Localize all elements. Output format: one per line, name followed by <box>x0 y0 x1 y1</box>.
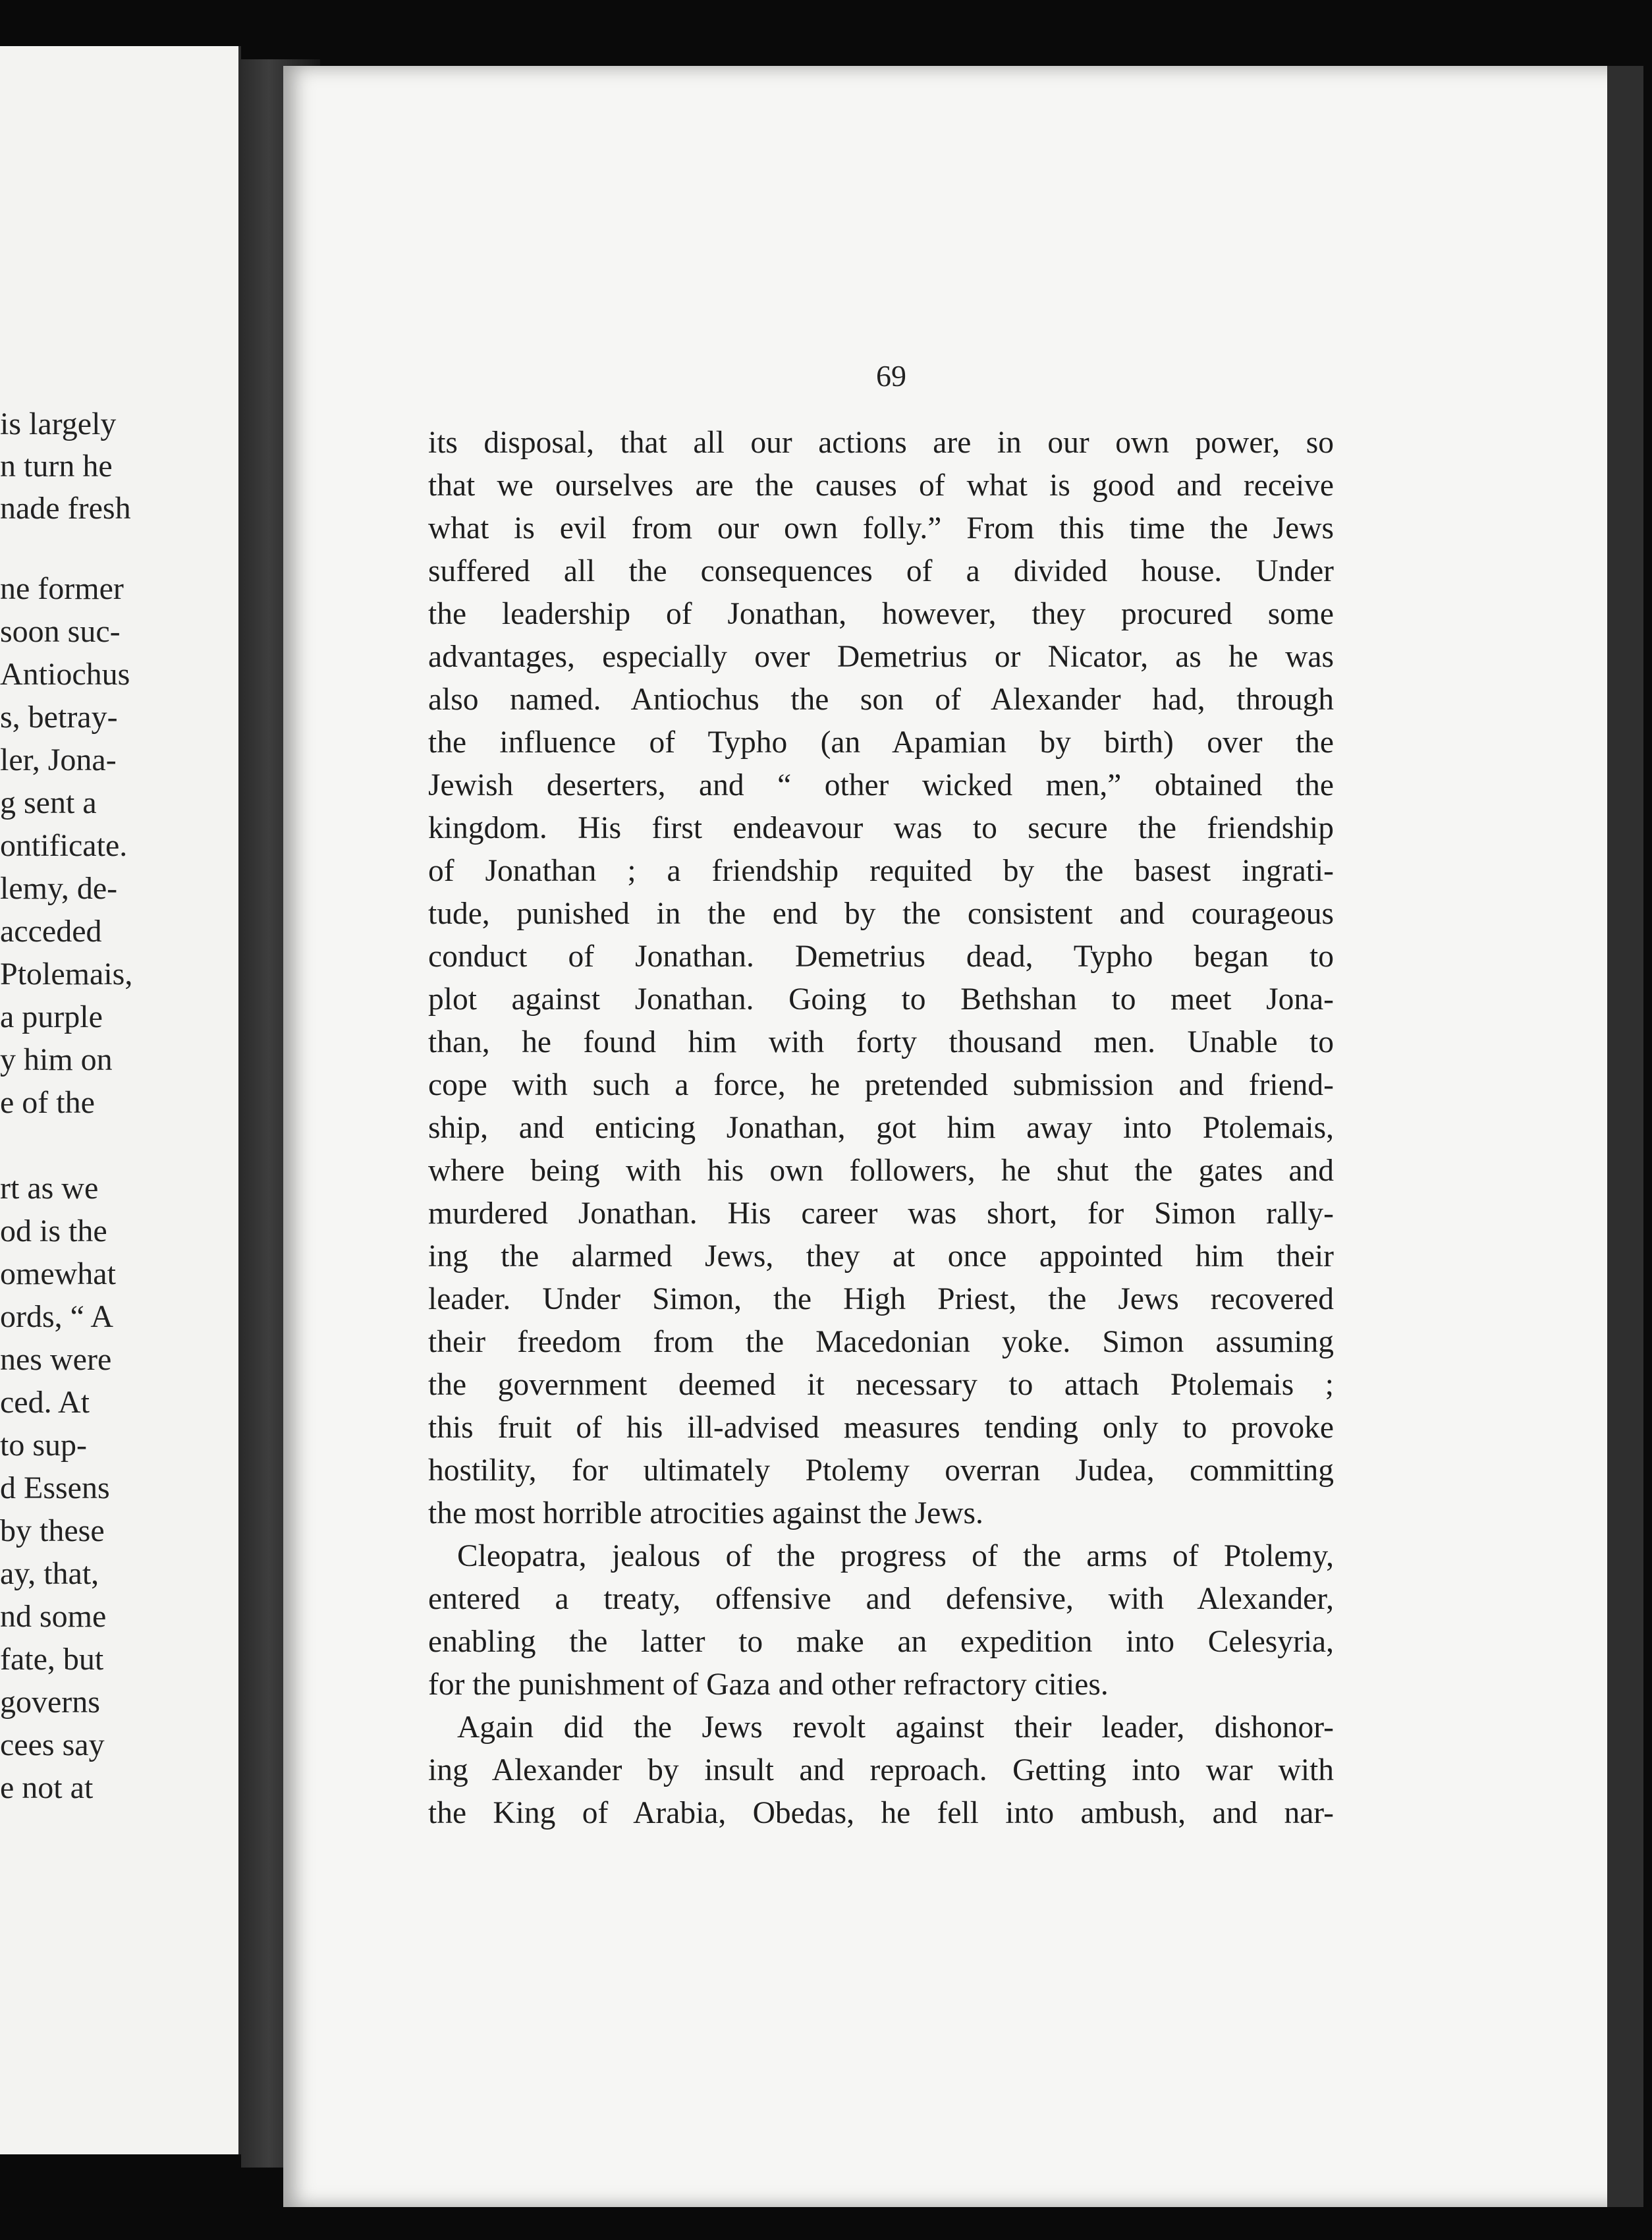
left-page-line: to sup- <box>0 1428 87 1463</box>
text-line: enabling the latter to make an expedition into Celesyria, <box>428 1625 1334 1659</box>
left-page-line: s, betray- <box>0 700 118 735</box>
text-line: that we ourselves are the causes of what is good and receive <box>428 468 1334 503</box>
left-page-line: n turn he <box>0 449 113 484</box>
text-line: tude, punished in the end by the consistent and courageous <box>428 897 1334 931</box>
left-page-line: nes were <box>0 1342 112 1377</box>
text-line: Again did the Jews revolt against their leader, dishonor- <box>457 1710 1334 1745</box>
text-line: plot against Jonathan. Going to Bethshan to meet Jona- <box>428 982 1334 1017</box>
left-page-line: d Essens <box>0 1470 110 1505</box>
left-page <box>0 46 241 2154</box>
text-line: where being with his own followers, he shut the gates and <box>428 1154 1334 1188</box>
left-page-line: ced. At <box>0 1385 90 1420</box>
left-page-line: by these <box>0 1513 105 1548</box>
text-line: the influence of Typho (an Apamian by birth) over the <box>428 725 1334 760</box>
left-page-line: governs <box>0 1685 100 1720</box>
left-page-line: acceded <box>0 914 102 949</box>
left-page-line: y him on <box>0 1042 113 1077</box>
left-page-line: cees say <box>0 1727 105 1762</box>
text-line: ship, and enticing Jonathan, got him away into Ptolemais, <box>428 1111 1334 1145</box>
left-page-line: fate, but <box>0 1642 104 1677</box>
text-line: suffered all the consequences of a divided house. Under <box>428 554 1334 588</box>
text-line: Cleopatra, jealous of the progress of the arms of Ptolemy, <box>457 1539 1334 1573</box>
text-line: their freedom from the Macedonian yoke. Simon assuming <box>428 1325 1334 1359</box>
text-line: the King of Arabia, Obedas, he fell into ambush, and nar- <box>428 1796 1334 1830</box>
text-line: leader. Under Simon, the High Priest, the Jews recovered <box>428 1282 1334 1316</box>
text-line: conduct of Jonathan. Demetrius dead, Typho began to <box>428 939 1334 974</box>
left-page-line: ords, “ A <box>0 1299 113 1334</box>
left-page-line: soon suc- <box>0 614 121 649</box>
left-page-line: lemy, de- <box>0 871 118 906</box>
text-line: also named. Antiochus the son of Alexander had, through <box>428 683 1334 717</box>
left-page-line: rt as we <box>0 1171 99 1206</box>
left-page-line: Ptolemais, <box>0 957 133 992</box>
text-line: this fruit of his ill-advised measures tending only to provoke <box>428 1411 1334 1445</box>
left-page-line: ay, that, <box>0 1556 99 1591</box>
text-line: the most horrible atrocities against the Jews. <box>428 1496 983 1530</box>
left-page-line: ne former <box>0 571 124 606</box>
left-page-line: nd some <box>0 1599 107 1634</box>
text-line: cope with such a force, he pretended submission and friend- <box>428 1068 1334 1102</box>
left-page-line: Antiochus <box>0 657 130 692</box>
text-line: than, he found him with forty thousand men. Unable to <box>428 1025 1334 1059</box>
text-line: entered a treaty, offensive and defensive, with Alexander, <box>428 1582 1334 1616</box>
left-page-line: od is the <box>0 1214 107 1248</box>
left-page-line: g sent a <box>0 785 97 820</box>
body-text <box>428 422 1334 1835</box>
left-page-line: e of the <box>0 1085 95 1120</box>
left-page-line: ontificate. <box>0 828 128 863</box>
text-line: its disposal, that all our actions are in our own power, so <box>428 426 1334 460</box>
text-line: advantages, especially over Demetrius or Nicator, as he was <box>428 640 1334 674</box>
text-line: kingdom. His first endeavour was to secure the friendship <box>428 811 1334 845</box>
text-line: what is evil from our own folly.” From this time the Jews <box>428 511 1334 546</box>
left-page-line: ler, Jona- <box>0 742 117 777</box>
left-page-line: is largely <box>0 406 117 441</box>
text-line: ing the alarmed Jews, they at once appointed him their <box>428 1239 1334 1274</box>
text-line: for the punishment of Gaza and other refractory cities. <box>428 1667 1109 1702</box>
page-number: 69 <box>876 359 906 393</box>
text-line: murdered Jonathan. His career was short, for Simon rally- <box>428 1196 1334 1231</box>
text-line: of Jonathan ; a friendship requited by the basest ingrati- <box>428 854 1334 888</box>
text-line: Jewish deserters, and “ other wicked men,” obtained the <box>428 768 1334 802</box>
left-page-line: omewhat <box>0 1256 116 1291</box>
left-page-line: e not at <box>0 1770 94 1805</box>
text-line: the leadership of Jonathan, however, they procured some <box>428 597 1334 631</box>
text-line: the government deemed it necessary to attach Ptolemais ; <box>428 1368 1334 1402</box>
text-line: ing Alexander by insult and reproach. Getting into war with <box>428 1753 1334 1787</box>
left-page-line: a purple <box>0 999 103 1034</box>
left-page-line: nade fresh <box>0 491 131 526</box>
page-edge-shadow <box>1607 66 1643 2207</box>
text-line: hostility, for ultimately Ptolemy overran Judea, committing <box>428 1453 1334 1488</box>
